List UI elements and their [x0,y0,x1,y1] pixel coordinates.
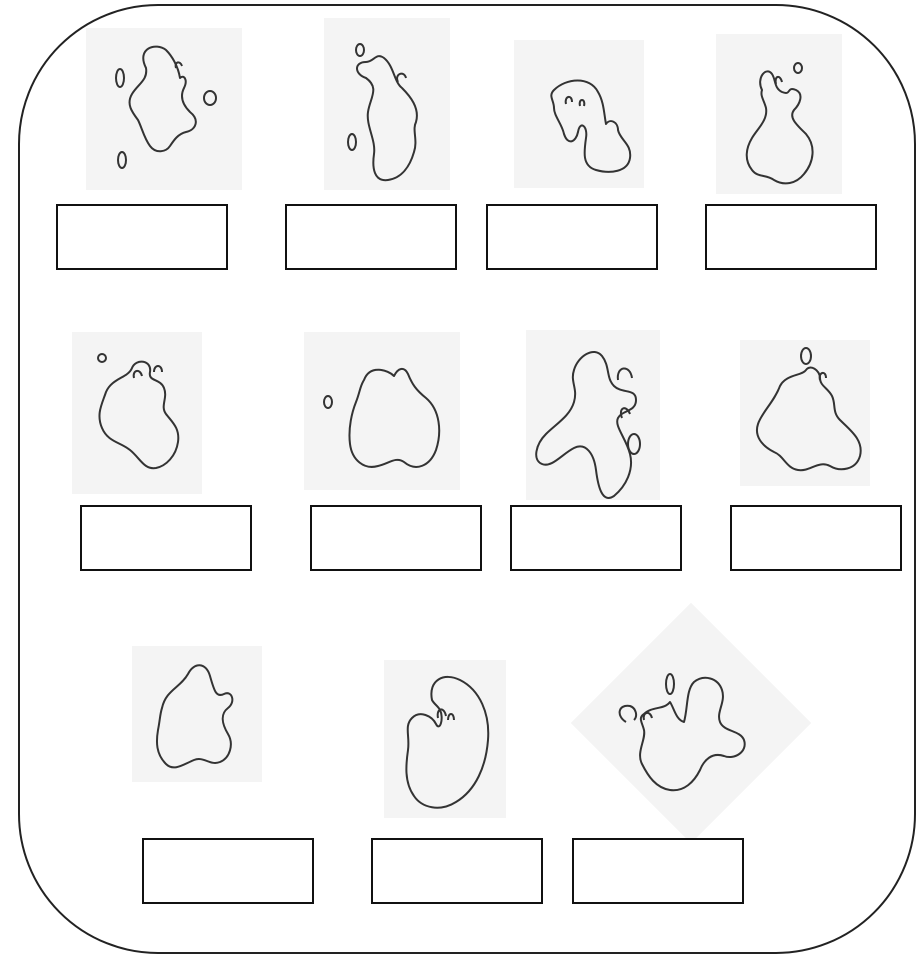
blob-drawing-2 [324,18,450,190]
blob-drawing-8 [740,340,870,486]
answer-box-7[interactable] [510,505,682,571]
blob-drawing-6 [304,332,460,490]
answer-box-1[interactable] [56,204,228,270]
blob-drawing-5 [72,332,202,494]
blob-drawing-3 [514,40,644,188]
answer-box-2[interactable] [285,204,457,270]
answer-box-9[interactable] [142,838,314,904]
answer-box-3[interactable] [486,204,658,270]
answer-box-11[interactable] [572,838,744,904]
answer-box-10[interactable] [371,838,543,904]
answer-box-8[interactable] [730,505,902,571]
answer-box-6[interactable] [310,505,482,571]
blob-drawing-1 [86,28,242,190]
blob-drawing-9 [132,646,262,782]
blob-drawing-4 [716,34,842,194]
blob-drawing-10 [384,660,506,818]
answer-box-5[interactable] [80,505,252,571]
blob-drawing-11 [604,660,764,800]
answer-box-4[interactable] [705,204,877,270]
blob-drawing-7 [526,330,660,500]
